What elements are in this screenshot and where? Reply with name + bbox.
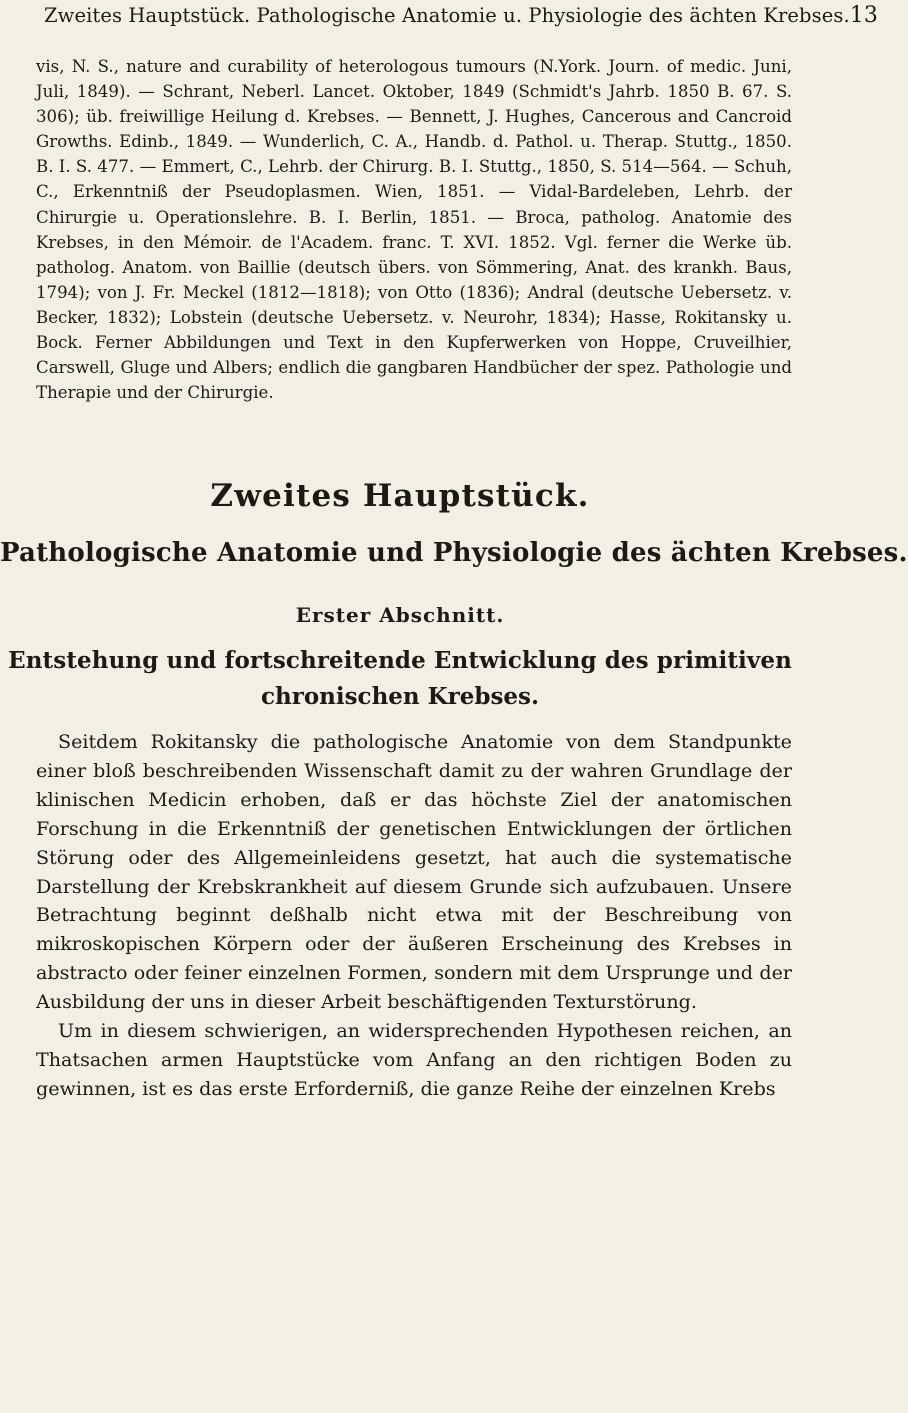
body-text bbox=[36, 728, 792, 1104]
page-number: 13 bbox=[849, 3, 878, 28]
running-head bbox=[44, 3, 878, 43]
bibliography-text: vis, N. S., nature and curability of heterologous tumours (N.York. Journ. of medic. Juni, Juli, 1849). — Schrant, Neberl. Lancet. Oktober, 1849 (Schmidt's Jahrb. 1850 B. 67. S. 306); üb. freiwillige Heilung d. Krebses. — Bennett, J. Hughes, Cancerous and Cancroid Growths. Edinb., 1849. — Wunderlich, C. A., Handb. d. Pathol. u. Therap. Stuttg., 1850. B. I. S. 477. — Emmert, C., Lehrb. der Chirurg. B. I. Stuttg., 1850, S. 514—564. — Schuh, C., Erkenntniß der Pseudoplasmen. Wien, 1851. — Vidal-Bardeleben, Lehrb. der Chirurgie u. Operationslehre. B. I. Berlin, 1851. — Broca, patholog. Anatomie des Krebses, in den Mémoir. de l'Academ. franc. T. XVI. 1852. Vgl. ferner die Werke üb. patholog. Anatom. von Baillie (deutsch übers. von Sömmering, Anat. des krankh. Baus, 1794); von J. Fr. Meckel (1812—1818); von Otto (1836); Andral (deutsche Uebersetz. v. Becker, 1832); Lobstein (deutsche Uebersetz. v. Neurohr, 1834); Hasse, Rokitansky u. Bock. Ferner Abbildungen und Text in den Kupferwerken von Hoppe, Cruveilhier, Carswell, Gluge und Albers; endlich die gangbaren Handbücher der spez. Pathologie und Therapie und der Chirurgie. bbox=[36, 57, 792, 403]
running-head-title: Zweites Hauptstück. Pathologische Anatomie u. Physiologie des ächten Krebses. bbox=[44, 4, 850, 27]
chapter-heading: Zweites Hauptstück. bbox=[210, 478, 590, 514]
body-paragraph-1: Seitdem Rokitansky die pathologische Anatomie von dem Standpunkte einer bloß beschreibenden Wissenschaft damit zu der wahren Grundlage der klinischen Medicin erhoben, daß er das höchste Ziel der anatomischen Forschung in die Erkenntniß der genetischen Entwicklungen der örtlichen Störung oder des Allgemeinleidens gesetzt, hat auch die systematische Darstellung der Krebskrankheit auf diesem Grunde sich aufzubauen. Unsere Betrachtung beginnt deßhalb nicht etwa mit der Beschreibung von mikroskopischen Körpern oder der äußeren Erscheinung des Krebses in abstracto oder feiner einzelnen Formen, sondern mit dem Ursprunge und der Ausbildung der uns in dieser Arbeit beschäftigenden Texturstörung. bbox=[36, 730, 792, 1014]
bibliography-paragraph bbox=[36, 54, 792, 405]
body-paragraph-2: Um in diesem schwierigen, an widersprechenden Hypothesen reichen, an Thatsachen armen Hauptstücke vom Anfang an den richtigen Boden zu gewinnen, ist es das erste Erforderniß, die ganze Reihe der einzelnen Krebs bbox=[36, 1019, 792, 1100]
chapter-title: Pathologische Anatomie und Physiologie des ächten Krebses. bbox=[0, 538, 908, 568]
section-title-line-1: Entstehung und fortschreitende Entwicklung des primitiven bbox=[8, 647, 792, 674]
section-heading: Erster Abschnitt. bbox=[295, 603, 505, 627]
section-title-line-2: chronischen Krebses. bbox=[260, 683, 540, 710]
